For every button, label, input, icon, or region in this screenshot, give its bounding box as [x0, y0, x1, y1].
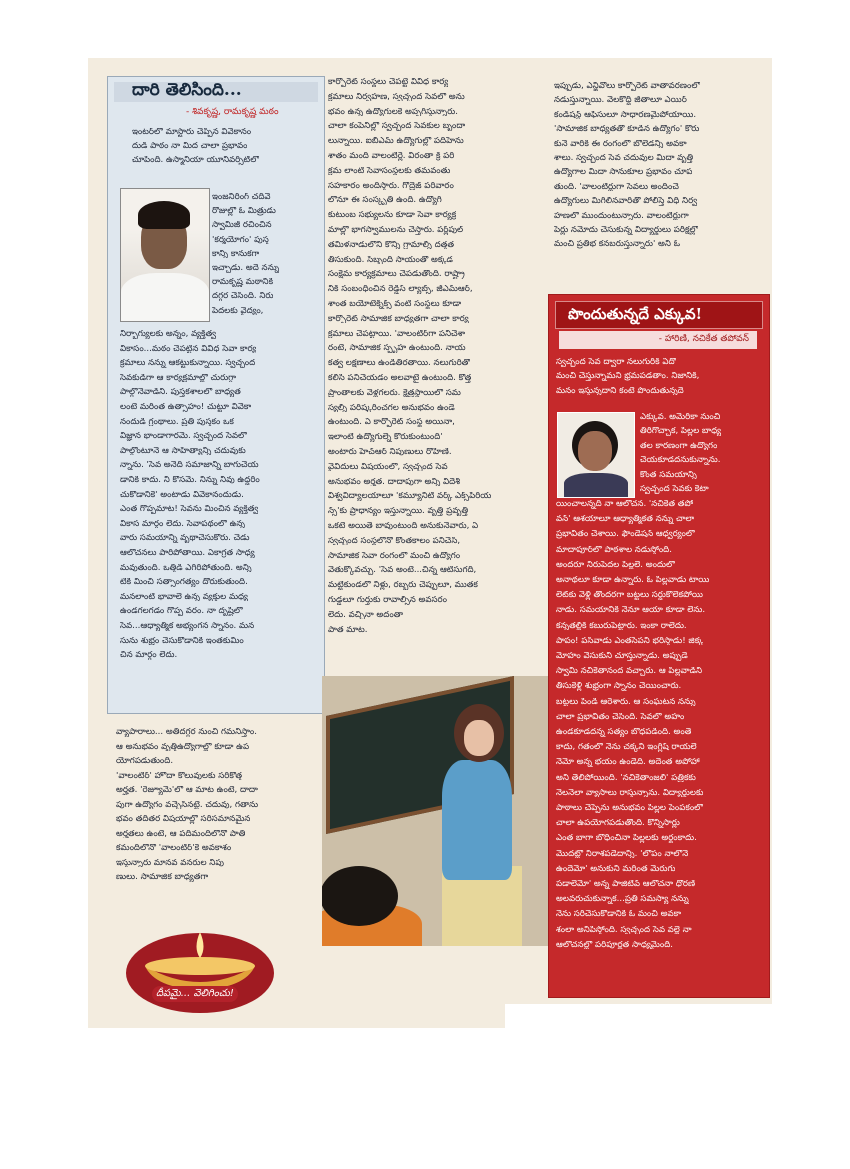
lamp-caption: దీపమై... వెలిగించు!: [152, 986, 238, 1002]
text-line: పేదలకు వైద్యం,: [212, 306, 264, 316]
left-article-byline: - శివకృష్ణ, రామకృష్ణ మఠం: [186, 107, 279, 117]
text-line: క్రమాలు నిర్వహణ, స్వచ్ఛంద సేవలో అను: [328, 92, 465, 102]
text-line: రంటే, సామాజిక స్పృహ ఉంటుంది. నాయ: [328, 344, 466, 353]
text-line: శాలు. స్వచ్ఛంద సేవ చదువుల మీదా వృత్తి: [554, 154, 694, 163]
text-line: భవం తదితర విషయాల్లో సరిసమానమైన: [116, 815, 251, 824]
text-line: ప్రభావితం చేశాయి. ఫౌండేషన్ ఆధ్వర్యంలో: [556, 530, 695, 539]
text-line: చాలా ప్రభావితం చేసింది. సేవలో అహం: [556, 712, 685, 722]
text-line: దుడి పాఠం నా మీద చాలా ప్రభావం: [132, 142, 248, 151]
text-line: స్వామీజీ రచించిన: [212, 221, 272, 230]
text-line: మనలాంటి భావాలే ఉన్న వ్యక్తుల మధ్య: [120, 592, 248, 602]
text-line: అర్హత. 'రెజ్యూమే'లో ఆ మాట ఉంటే, దాదా: [116, 786, 258, 795]
text-line: నిర్భాగ్యులకు అన్నం, వ్యక్తిత్వ: [120, 330, 217, 339]
text-line: ఆలోచనల్లో పరిపూర్ణత సాధ్యమైంది.: [556, 940, 674, 950]
text-line: పాఠాలు చెప్పేను అనుభవం పిల్లల పెంపకంలో: [556, 804, 704, 813]
text-line: తిరిగొచ్చాక, పిల్లల బాధ్య: [640, 427, 722, 436]
text-line: దగ్గర చేసింది. నిరు: [212, 292, 274, 301]
text-line: వైవిదులు విషయంలో, స్వచ్ఛంద సేవ: [328, 462, 448, 472]
text-line: ఉంటుంది. ఏ కార్పొరేట్ సంస్థ అయినా,: [328, 418, 455, 427]
right-article-header: [555, 301, 763, 329]
text-line: న్స్'కు ప్రాధాన్యం ఇస్తున్నాయి. వృత్తి ప్రవృత్తీ: [328, 507, 469, 516]
text-line: వికాసం...మఠం చేపట్టిన వివిధ సేవా కార్య: [120, 344, 257, 354]
text-line: కుటుంబ సభ్యులను కూడా సేవా కార్యక్ర: [328, 211, 457, 220]
text-line: కాన్ని కానుకగా: [212, 249, 260, 259]
text-line: వికాస మార్గం లేదు. సేవాపథంలో ఉన్న: [120, 519, 246, 529]
text-line: ఇప్పుడు, ఎన్జీవోలు కార్పొరేట్ వాతావరణంలో: [554, 82, 701, 91]
classroom-photo: [322, 676, 548, 946]
text-line: అనాథలూ కూడా ఉన్నారు. ఓ పిల్లవాడు టాయి: [556, 576, 710, 585]
text-line: మాల్లో భాగస్వాములను చేస్తారు. పర్ల్‌పుల్: [328, 226, 464, 235]
text-line: ఇచ్చాడు. అదే నన్ను: [212, 264, 280, 273]
text-line: అర్హతలు ఉంటే, ఆ పదిమందిలోనో పాతి: [116, 829, 246, 839]
text-line: ఇలాంటి ఉద్యోగుల్నే కోరుకుంటుంది': [328, 433, 443, 442]
text-line: వన్' ఆశయాలూ ఆధ్యాత్మికత నన్ను చాలా: [556, 515, 695, 524]
text-line: నేను సరిచేసుకోడానికి ఓ మంచి అవకా: [556, 910, 682, 919]
text-line: నెలనెలా వ్యాసాలు రాస్తున్నాను. విద్యార్థులకు: [556, 788, 704, 798]
text-line: పాపం! పసివాడు ఎంతసేపని భరిస్తాడు! జిక్క: [556, 636, 704, 646]
text-line: మొదట్లో నిరాశపడేదాన్ని. 'లోపం నాలోనే: [556, 849, 689, 859]
text-line: మట్టికుండలో నీళ్లు, రబ్బరు చెప్పులూ, ముతక: [328, 581, 478, 590]
text-line: యోగపడుతుంది.: [116, 757, 174, 766]
text-line: పాత మాట.: [328, 625, 368, 635]
left-article-header: [114, 82, 318, 102]
text-line: 'వాలంటీర్' హోదా కొలువులకు సరికొత్త: [116, 771, 243, 781]
text-line: సేవకుడిగా ఆ కార్యక్రమాల్లో చురుగ్గా: [120, 373, 237, 383]
text-line: లెట్‌కు వెళ్లి తొందరగా బట్టలు సర్దుకోలేకపోయి: [556, 591, 703, 600]
text-line: 'కర్మయోగం' పుస్త: [212, 235, 269, 245]
text-line: మంచి ప్రతిభ కనబరుస్తున్నారు' అని ఓ: [554, 240, 680, 249]
text-line: కునే వారికి ఈ రంగంలో బోలెడన్ని అవకా: [554, 139, 687, 149]
text-line: నందుడి గ్రంథాలు. ప్రతి పుస్తకం ఒక: [120, 417, 234, 427]
text-line: క్రమ లాంటి సేవాసంస్థలకు తమవంతు: [328, 166, 451, 176]
text-line: స్వామి నచికేతానంద వచ్చారు. ఆ పిల్లవాడిని: [556, 667, 703, 676]
text-line: చూపింది. ఉస్మానియా యూనివర్సిటీలో: [132, 156, 260, 165]
text-line: ఉందేమో' అనుకుని మరింత మెరుగు: [556, 864, 676, 874]
text-line: సంక్షేమ కార్యక్రమాలు చేపడుతోంది. రాష్ట్రా: [328, 270, 465, 279]
text-line: అంటారు హెచ్ఆర్ నిపుణులు రోహిణి.: [328, 448, 452, 457]
text-line: వారు సమయాన్ని వృథాచేసుకోరు. చెడు: [120, 534, 250, 543]
text-line: అందరూ నిరుపేదల పిల్లలే. అందులో: [556, 560, 675, 570]
text-line: స్వచ్ఛంద సంస్థలోనో కొంతకాలం పనిచేసి,: [328, 536, 461, 546]
text-line: కార్పొరేట్ సంస్థలు చేపట్టే వివిధ కార్య: [328, 78, 449, 87]
text-line: మంచి చేస్తున్నామని భ్రమపడతాం. నిజానికి,: [556, 372, 700, 381]
text-line: చాలా కంపెనీల్లో స్వచ్ఛంద సేవకుల బృందా: [328, 122, 466, 131]
text-line: మనం ఇస్తున్నదాని కంటే పొందుతున్నదే: [556, 386, 684, 396]
text-line: ఎంత బాగా బోధించినా పిల్లలకు అర్థంకాదు.: [556, 834, 697, 843]
text-line: మాదాపూర్‌లో పాఠశాల నడుస్తోంది.: [556, 545, 672, 555]
text-line: నడుస్తున్నాయి. వేలకొద్దీ జీతాలూ ఎయిర్: [554, 96, 687, 105]
text-line: శాతం మంది వాలంటీర్లే. వీరంతా క్రి పరి: [328, 152, 455, 161]
text-line: శాంత బయోటెక్నిక్స్ వంటి సంస్థలు కూడా: [328, 300, 462, 309]
text-line: కన్నతల్లికి కబురుపెట్టారు. ఇంకా రాలేదు.: [556, 621, 687, 631]
text-line: రామకృష్ణ మఠానికి: [212, 278, 274, 287]
text-line: తమిళనాడులోని కొన్ని గ్రామాల్ని దత్తత: [328, 240, 455, 250]
text-line: సామాజిక సేవా రంగంలో మంచి ఉద్యోగం: [328, 551, 461, 561]
text-line: కలిసి పనిచేయడం అలవాటై ఉంటుంది. కొత్త: [328, 374, 472, 383]
text-line: కార్పొరేట్ సామాజిక బాధ్యతగా చాలా కార్య: [328, 314, 469, 324]
text-line: సహకారం అందిస్తారు. గోద్రెజ్ పరివారం: [328, 181, 454, 191]
text-line: స్వచ్ఛంద సేవకు కేటా: [640, 485, 709, 494]
text-line: చేయకూడదనుకున్నాను.: [640, 456, 721, 465]
text-line: పుగా ఉద్యోగం వచ్చేసినట్టే. చదువు, గతాను: [116, 800, 259, 810]
text-line: చుకోడానికే' అంటాడు వివేకానందుడు.: [120, 490, 244, 500]
text-line: చిన మార్గం లేదు.: [120, 651, 178, 660]
text-line: తుంది. 'వాలంటీర్లుగా సేవలు అందించే: [554, 182, 679, 192]
text-line: నేమో అన్న భయం ఉండేది. అదెంత అపోహా: [556, 758, 700, 767]
text-line: లంటే మరింత ఉత్సాహం! చుట్టూ వివేకా: [120, 403, 252, 412]
text-line: పడాలేమో' అన్న పాజిటివ్ ఆలోచనా ధోరణి: [556, 880, 696, 889]
text-line: ఎంత గొప్పమాట! సేవను మించిన వ్యక్తిత్వ: [120, 505, 259, 514]
text-line: లోనూ ఈ సంస్కృతి ఉంది. ఉద్యోగి: [328, 196, 442, 205]
text-line: ఇస్తున్నారు మానవ వనరుల నిపు: [116, 858, 224, 868]
text-line: న్నాను. 'సేవ అనేది సమాజాన్ని బాగుచేయ: [120, 461, 259, 470]
text-line: హణలో ముందుంటున్నారు. వాలంటీర్లుగా: [554, 211, 689, 221]
text-line: కండిషన్డ్ ఆఫీసులూ సాధారణమైపోయాయి.: [554, 110, 697, 120]
text-line: ఎక్కువ. అమెరికా నుంచి: [640, 413, 721, 422]
text-line: ణులు. సామాజిక బాధ్యతగా: [116, 873, 209, 882]
author-photo: [120, 188, 210, 322]
text-line: ప్రాంతాలకు వెళ్లగలరు. క్షేత్రస్థాయిలో సమ: [328, 388, 461, 398]
text-line: ఉద్యోగాల మీదా సానుకూల ప్రభావం చూప: [554, 168, 693, 177]
text-line: టికీ మించి సత్సాంగత్యం దొరుకుతుంది.: [120, 578, 248, 587]
text-line: యించాలన్నది నా ఆలోచన. 'నచికేత తపో: [556, 500, 694, 509]
text-line: నాడు. సమయానికి నేనూ ఆయా కూడా లేను.: [556, 606, 706, 615]
text-line: ఉండగలగడం గొప్ప వరం. నా దృష్టిలో: [120, 607, 243, 616]
text-line: పాల్గొంటూనే ఆ సాహిత్యాన్ని చదువుకు: [120, 446, 246, 456]
text-line: ఇంజనీరింగ్ చదివే: [212, 193, 271, 202]
text-line: అనుభవం అర్హత. దాదాపుగా అన్ని విదేశీ: [328, 477, 460, 487]
text-line: క్రమాలు నన్ను ఆకట్టుకున్నాయి. స్వచ్ఛంద: [120, 359, 256, 368]
text-line: ఇంటర్‌లో మాస్టారు చెప్పిన వివేకానం: [132, 128, 252, 137]
text-line: కొంత సమయాన్ని: [640, 470, 697, 480]
text-line: తీసుకెళ్లి శుభ్రంగా స్నానం చేయించారు.: [556, 682, 682, 691]
text-line: గుడ్డలూ గుర్తుకు రావాల్సిన అవసరం: [328, 596, 447, 605]
text-line: సును శుభ్రం చేసుకోడానికి ఇంతకుమిం: [120, 636, 244, 646]
text-line: బట్టలు పిండి ఆరేశారు. ఆ సంఘటన నన్ను: [556, 697, 696, 707]
text-line: లున్నాయి. ఐబీఎమ్ ఉద్యోగుల్లో పదిహేను: [328, 137, 464, 146]
right-article-byline: - హారిణి, నచికేత తపోవన్: [658, 334, 749, 344]
text-line: ఆలోచనలు పారిపోతాయి. ఏకాగ్రత సాధ్య: [120, 549, 255, 558]
text-line: భవం ఉన్న ఉద్యోగులకే అప్పగిస్తున్నారు.: [328, 107, 459, 117]
text-line: పేర్లు నమోదు చేసుకున్న విద్యార్థులు పరీక్షల్లో: [554, 226, 699, 235]
left-article-title: దారి తెలిసింది...: [132, 80, 242, 100]
text-line: విశ్వవిద్యాలయాలూ 'కమ్యూనిటీ వర్క్ ఎక్స్‌పీరియ: [328, 492, 492, 501]
text-line: 'సామాజిక బాధ్యతతో కూడిన ఉద్యోగం' కోరు: [554, 125, 700, 134]
text-line: అని తేలిపోయింది. 'నచికేతాంజలి' పత్రికకు: [556, 773, 696, 783]
text-line: స్వచ్ఛంద సేవ ద్వారా నలుగురికి ఏదో: [556, 358, 676, 367]
author-photo-right: [557, 412, 635, 498]
right-article-box: [548, 294, 770, 998]
text-line: క్రమాలు చేపట్టాయి. 'వాలంటీర్‌గా పనిచేశా: [328, 329, 466, 339]
text-line: ఆ అనుభవం వృత్తిఉద్యోగాల్లో కూడా ఉప: [116, 742, 250, 752]
text-line: కాదు, గతంలో నేను చక్కని ఇంగ్లిష్ రాయలే: [556, 743, 697, 752]
text-line: అలవరుచుకున్నాక...ప్రతి సమస్యా నన్ను: [556, 895, 689, 904]
right-article-byline-box: [559, 331, 757, 349]
text-line: నికి సంబంధించిన రెడ్డీస్ ల్యాబ్స్, జీఎమ్ఆర్,: [328, 285, 473, 294]
page-edge: [505, 1004, 772, 1028]
text-line: కమందిలోనో 'వాలంటీర్'కే అవకాశం: [116, 844, 232, 853]
text-line: రోజుల్లో ఓ మిత్రుడు: [212, 207, 276, 216]
text-line: తీసుకుంది. సిబ్బంది సాయంతో అక్కడ: [328, 255, 453, 265]
text-line: డానికి కాదు. నీ కోసమే. నిన్ను నీవు ఉద్ధరిం: [120, 476, 260, 485]
text-line: ఉండకూడదన్న సత్యం బోధపడింది. అంతే: [556, 728, 692, 737]
text-line: స్యల్ని పరిష్కరించగల అనుభవం ఉండే: [328, 403, 455, 413]
text-line: వెతుక్కోవచ్చు. 'సేవ అంటే...చిన్న ఆటిసుగది,: [328, 566, 477, 575]
text-line: తల కారణంగా ఉద్యోగం: [640, 441, 718, 451]
text-line: మవుతుంది. ఒత్తిడి ఎగిరిపోతుంది. అన్ని: [120, 563, 252, 573]
right-article-title: పొందుతున్నదే ఎక్కువ!: [568, 305, 703, 323]
text-line: మోహం వేసుకుని చూస్తున్నాడు. అప్పుడే: [556, 652, 688, 661]
text-line: ఉద్యోగులు మిగిలినవారితో పోలిస్తే విధి నిర్వ: [554, 197, 698, 206]
text-line: శంలా అనిపిస్తోంది. స్వచ్ఛంద సేవ వల్లే నా: [556, 925, 692, 935]
text-line: వ్యాపారాలు... అతిదగ్గర నుంచి గమనిస్తాం.: [116, 728, 258, 737]
text-line: చాలా ఉపయోగపడుతోంది. కొన్నిసార్లు: [556, 819, 680, 828]
text-line: సేవ...ఆధ్యాత్మిక అభ్యంగన స్నానం. మన: [120, 622, 255, 631]
text-line: విజ్ఞాన భాండాగారమే. స్వచ్ఛంద సేవలో: [120, 432, 247, 441]
text-line: లేదు. వచ్చినా అదంతా: [328, 610, 404, 620]
text-line: కత్వ లక్షణాలు ఉండితీరతాయి. నలుగురితో: [328, 359, 471, 368]
text-line: పాల్గొనేవాడిని. పుస్తకశాలలో బాధ్యత: [120, 388, 241, 397]
text-line: ఒకటే అయితే బావుంటుంది అనుకునేవారు, ఏ: [328, 522, 479, 531]
